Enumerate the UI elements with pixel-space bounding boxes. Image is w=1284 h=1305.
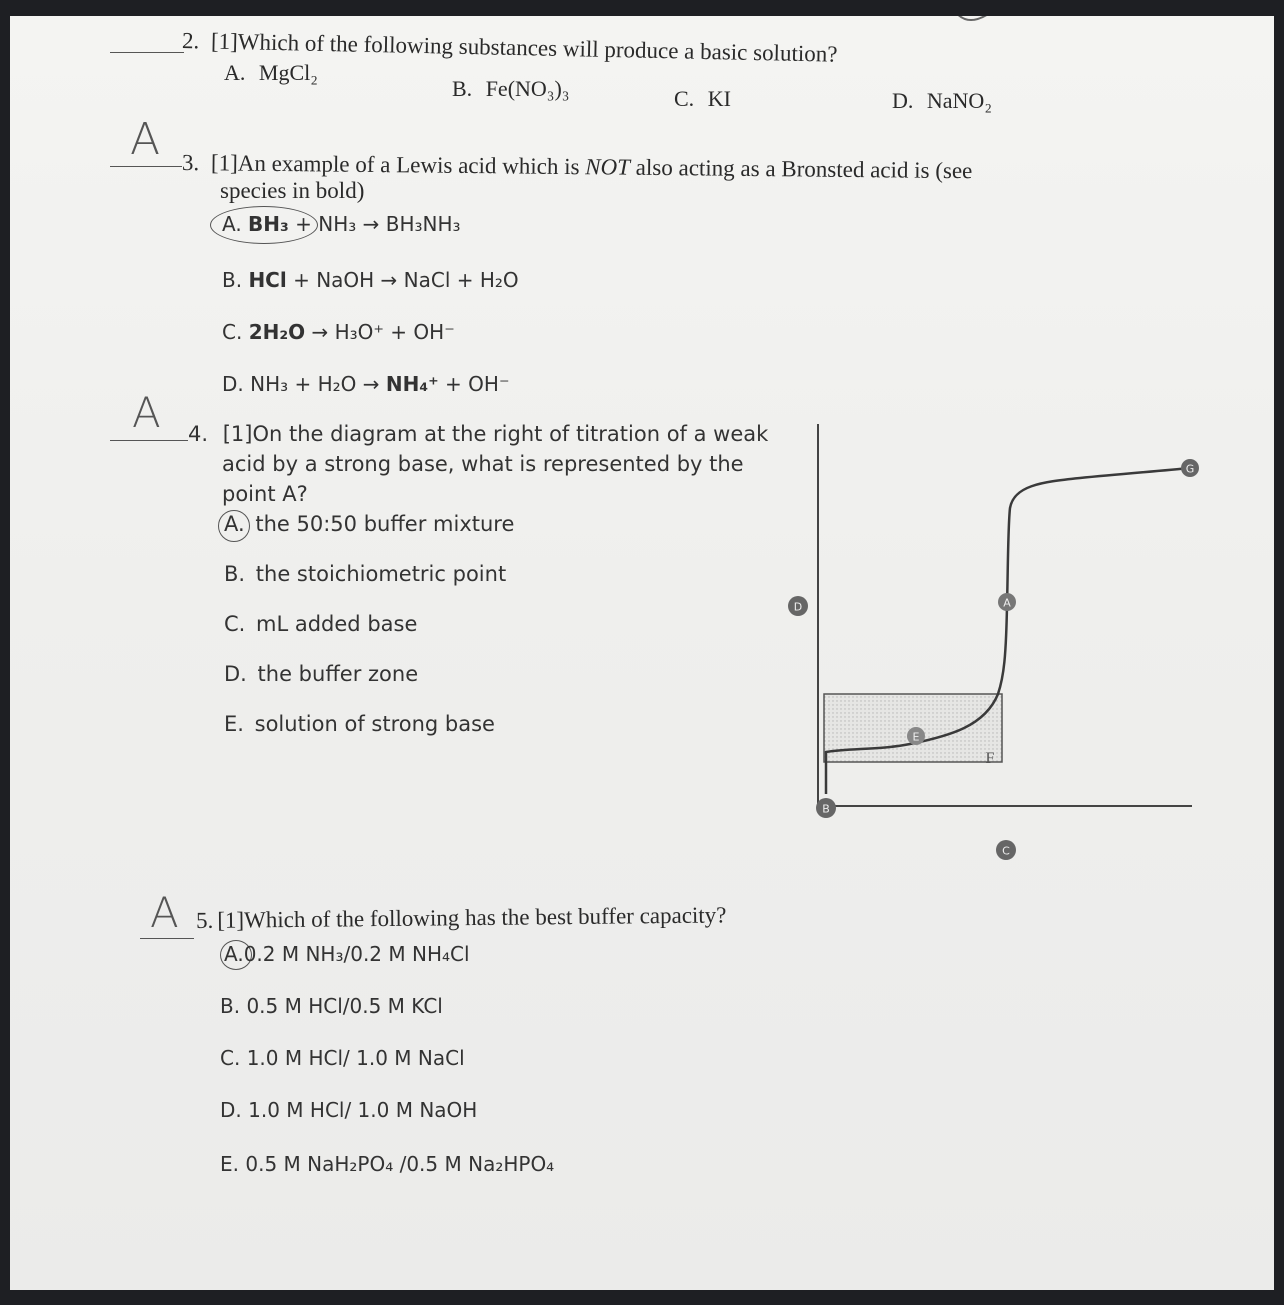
- option-label: C.: [222, 320, 243, 344]
- option-b: [224, 562, 506, 586]
- option-label: A.: [224, 942, 244, 966]
- option-text: 0.2 M NH₃/0.2 M NH₄Cl: [243, 942, 470, 966]
- partial-circle-mark: [948, 16, 1008, 40]
- option-label: B.: [220, 994, 241, 1018]
- option-text: NaNO₂: [926, 88, 992, 113]
- option-d: [220, 1098, 477, 1122]
- point-label-d: D: [793, 600, 803, 614]
- option-label: D.: [220, 1098, 242, 1122]
- option-c: [674, 86, 731, 112]
- option-text: 1.0 M HCl/ 1.0 M NaCl: [246, 1046, 465, 1070]
- option-text: Fe(NO₃)₃: [485, 76, 570, 101]
- option-text: → H₃O⁺ + OH⁻: [305, 320, 455, 344]
- option-d: [222, 372, 510, 396]
- option-label: B.: [222, 268, 243, 292]
- option-label: C.: [224, 612, 246, 636]
- question-number: 4.: [188, 422, 209, 446]
- option-text: 0.5 M NaH₂PO₄ /0.5 M Na₂HPO₄: [245, 1152, 555, 1176]
- option-label: A.: [222, 212, 242, 236]
- question-number: 2.: [181, 28, 200, 54]
- question-4-line3: point A?: [222, 482, 308, 506]
- question-text-cont: also acting as a Bronsted acid is (see: [629, 154, 973, 184]
- option-text: 0.5 M HCl/0.5 M KCl: [246, 994, 443, 1018]
- option-b: [220, 994, 443, 1018]
- question-number: 3.: [181, 150, 200, 176]
- option-text: solution of strong base: [254, 712, 495, 736]
- option-text: the stoichiometric point: [255, 562, 507, 586]
- answer-blank-q4: [110, 440, 188, 441]
- handwritten-answer-q5: A: [150, 888, 179, 937]
- option-text: the 50:50 buffer mixture: [255, 512, 515, 536]
- point-a-marker: [998, 593, 1016, 611]
- question-text: [1]On the diagram at the right of titration of a weak: [222, 422, 769, 446]
- point-c-marker: [996, 840, 1016, 860]
- option-text-rest: + OH⁻: [438, 372, 510, 396]
- question-text: [1]Which of the following has the best buffer capacity?: [217, 902, 727, 933]
- option-text: + NH₃ → BH₃NH₃: [288, 212, 461, 236]
- option-d: [224, 662, 418, 686]
- point-label-e: E: [912, 730, 920, 744]
- option-text: NH₃ + H₂O →: [243, 372, 386, 396]
- answer-blank-q3: [110, 166, 182, 167]
- option-text: + NaOH → NaCl + H₂O: [286, 268, 519, 292]
- answer-blank-q5: [140, 938, 194, 939]
- point-label-f: F: [985, 750, 995, 767]
- option-label: A.: [224, 512, 245, 536]
- option-label: E.: [220, 1152, 239, 1176]
- option-text: mL added base: [256, 612, 418, 636]
- option-text: the buffer zone: [257, 662, 419, 686]
- option-c: [224, 612, 417, 636]
- option-e: [224, 712, 495, 736]
- point-g-marker: [1181, 459, 1199, 477]
- option-a: [222, 212, 461, 236]
- option-text: KI: [707, 86, 731, 111]
- option-bold-species: BH₃: [248, 212, 289, 236]
- point-d-marker: [788, 596, 808, 616]
- option-bold-species: NH₄⁺: [385, 372, 439, 396]
- option-text: MgCl₂: [258, 60, 318, 85]
- option-a: [224, 512, 514, 536]
- question-3-line2: species in bold): [220, 178, 365, 203]
- option-label: D.: [222, 372, 244, 396]
- option-bold-species: 2H₂O: [248, 320, 306, 344]
- option-b: [452, 76, 569, 102]
- option-b: [222, 268, 519, 292]
- point-label-g: G: [1185, 462, 1195, 476]
- option-a: [224, 942, 470, 966]
- question-4: [188, 422, 768, 446]
- option-label: A.: [224, 60, 246, 85]
- option-d: [892, 88, 992, 114]
- question-number: 5.: [195, 907, 214, 933]
- point-e-marker: [907, 727, 925, 745]
- option-a: [224, 60, 318, 86]
- option-c: [220, 1046, 465, 1070]
- option-label: C.: [220, 1046, 241, 1070]
- point-b-marker: [816, 798, 836, 818]
- question-4-line2: acid by a strong base, what is represented by the: [222, 452, 744, 476]
- titration-diagram: [780, 416, 1200, 876]
- option-label: D.: [892, 88, 914, 113]
- point-label-a: A: [1003, 596, 1011, 610]
- question-5: [196, 902, 727, 934]
- option-label: D.: [224, 662, 247, 686]
- option-text: 1.0 M HCl/ 1.0 M NaOH: [248, 1098, 478, 1122]
- point-label-c: C: [1002, 844, 1010, 858]
- option-label: C.: [674, 86, 695, 111]
- answer-blank-q2: [110, 52, 184, 53]
- option-bold-species: HCl: [248, 268, 287, 292]
- option-c: [222, 320, 455, 344]
- worksheet-page: [10, 16, 1274, 1290]
- point-label-b: B: [822, 802, 830, 816]
- handwritten-answer-q4: A: [132, 388, 161, 437]
- handwritten-answer-q3: A: [130, 114, 161, 165]
- option-e: [220, 1152, 554, 1176]
- question-text: [1]Which of the following substances will produce a basic solution?: [210, 28, 838, 67]
- option-label: B.: [224, 562, 246, 586]
- option-label: B.: [452, 76, 473, 101]
- option-label: E.: [224, 712, 244, 736]
- emphasis-not: NOT: [585, 154, 631, 180]
- question-text: [1]An example of a Lewis acid which is: [210, 150, 586, 180]
